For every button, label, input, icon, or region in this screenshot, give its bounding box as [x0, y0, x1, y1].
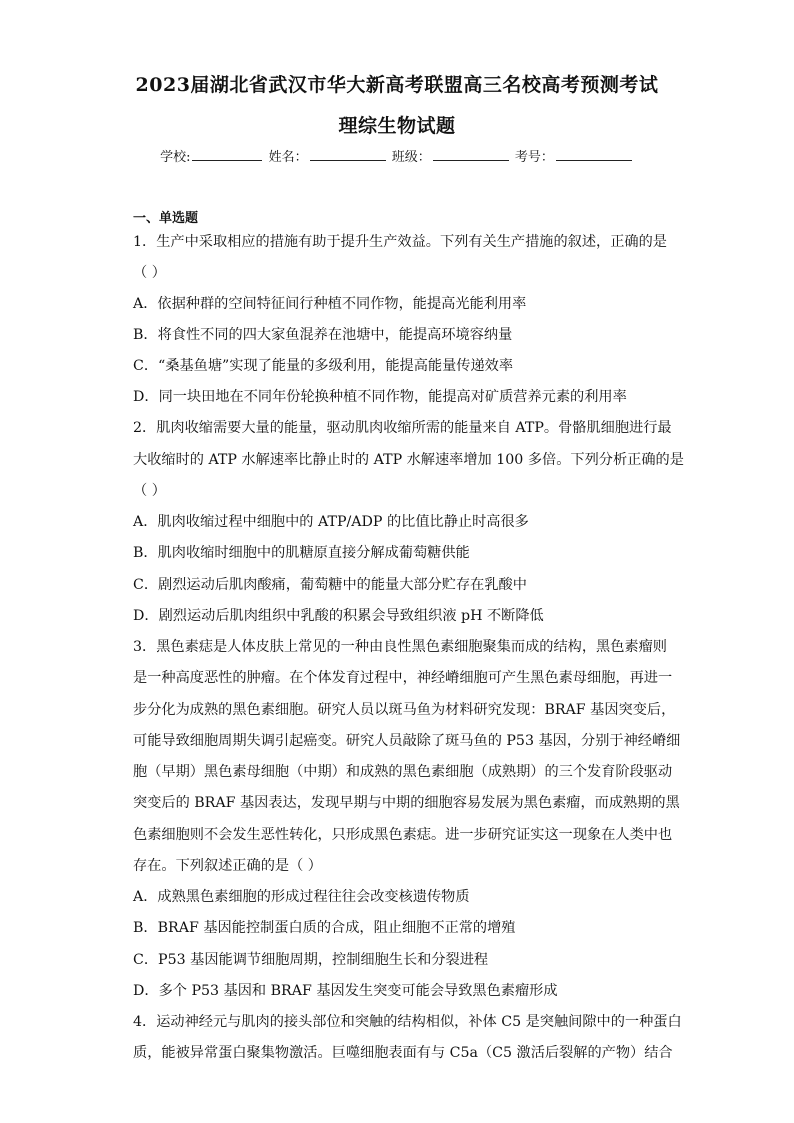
text-line: 质，能被异常蛋白聚集物激活。巨噬细胞表面有与 C5a（C5 激活后裂解的产物）结合 — [133, 1045, 673, 1061]
text-line: 存在。下列叙述正确的是（ ） — [133, 858, 322, 874]
text-line: C．剧烈运动后肌肉酸痛，葡萄糖中的能量大部分贮存在乳酸中 — [133, 577, 527, 593]
text-line: B．BRAF 基因能控制蛋白质的合成，阻止细胞不正常的增殖 — [133, 920, 516, 936]
text-line: 步分化为成熟的黑色素细胞。研究人员以斑马鱼为材料研究发现：BRAF 基因突变后， — [133, 702, 676, 718]
text-line: A．成熟黑色素细胞的形成过程往往会改变核遗传物质 — [133, 889, 470, 905]
text-line: （ ） — [133, 483, 166, 499]
text-line: C．“桑基鱼塘”实现了能量的多级利用，能提高能量传递效率 — [133, 358, 514, 374]
class-label: 班级： — [391, 150, 431, 165]
student-info-row — [0, 146, 794, 165]
text-line: （ ） — [133, 265, 166, 281]
text-line: D．多个 P53 基因和 BRAF 基因发生突变可能会导致黑色素瘤形成 — [133, 983, 558, 999]
text-line: 4．运动神经元与肌肉的接头部位和突触的结构相似，补体 C5 是突触间隙中的一种蛋白 — [133, 1014, 682, 1030]
exam-title-line2: 理综生物试题 — [338, 115, 456, 137]
text-line: 胞（早期）黑色素母细胞（中期）和成熟的黑色素细胞（成熟期）的三个发育阶段驱动 — [133, 764, 673, 780]
text-line: 突变后的 BRAF 基因表达，发现早期与中期的细胞容易发展为黑色素瘤，而成熟期的黑 — [133, 795, 680, 811]
text-line: 可能导致细胞周期失调引起癌变。研究人员敲除了斑马鱼的 P53 基因，分别于神经嵴细 — [133, 733, 681, 749]
text-line: 3．黑色素痣是人体皮肤上常见的一种由良性黑色素细胞聚集而成的结构，黑色素瘤则 — [133, 639, 667, 655]
text-line: A．肌肉收缩过程中细胞中的 ATP/ADP 的比值比静止时高很多 — [133, 514, 529, 530]
name-blank[interactable] — [310, 148, 386, 161]
text-line: 色素细胞则不会发生恶性转化，只形成黑色素痣。进一步研究证实这一现象在人类中也 — [133, 827, 673, 843]
text-line: B．肌肉收缩时细胞中的肌糖原直接分解成葡萄糖供能 — [133, 545, 470, 561]
text-line: D．同一块田地在不同年份轮换种植不同作物，能提高对矿质营养元素的利用率 — [133, 389, 627, 405]
text-line: 大收缩时的 ATP 水解速率比静止时的 ATP 水解速率增加 100 多倍。下列分析正确的是 — [133, 452, 684, 468]
text-line: 2．肌肉收缩需要大量的能量，驱动肌肉收缩所需的能量来自 ATP。骨骼肌细胞进行最 — [133, 420, 672, 436]
name-label: 姓名： — [268, 150, 308, 165]
text-line: B．将食性不同的四大家鱼混养在池塘中，能提高环境容纳量 — [133, 327, 513, 343]
text-line: C．P53 基因能调节细胞周期，控制细胞生长和分裂进程 — [133, 952, 489, 968]
text-line: D．剧烈运动后肌肉组织中乳酸的积累会导致组织液 pH 不断降低 — [133, 608, 544, 624]
text-line: 1．生产中采取相应的措施有助于提升生产效益。下列有关生产措施的叙述，正确的是 — [133, 234, 667, 250]
text-line: 是一种高度恶性的肿瘤。在个体发育过程中，神经嵴细胞可产生黑色素母细胞，再进一 — [133, 670, 673, 686]
text-line: A．依据种群的空间特征间行种植不同作物，能提高光能利用率 — [133, 296, 527, 312]
exam-number-blank[interactable] — [556, 148, 632, 161]
exam-number-label: 考号： — [514, 150, 554, 165]
section-title: 一、单选题 — [133, 211, 199, 226]
school-blank[interactable] — [192, 148, 262, 161]
exam-title-line1: 2023届湖北省武汉市华大新高考联盟高三名校高考预测考试 — [135, 74, 659, 96]
class-blank[interactable] — [433, 148, 509, 161]
school-label: 学校: — [160, 150, 191, 165]
